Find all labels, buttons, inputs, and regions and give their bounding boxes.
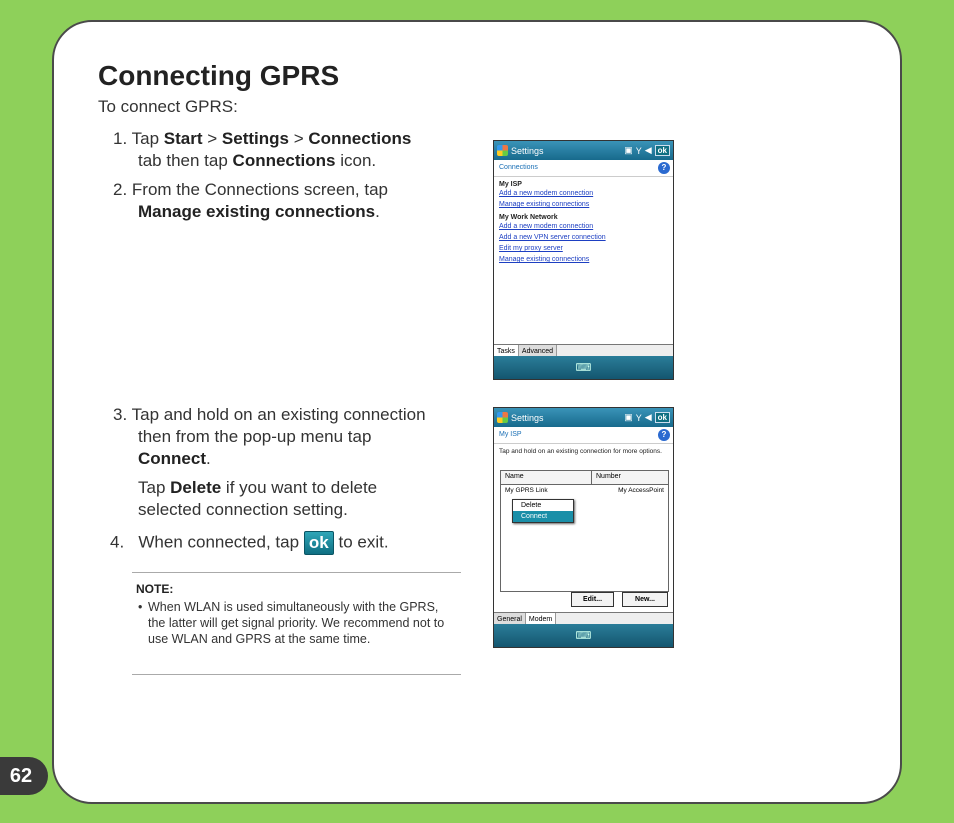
step-1-line2: tab then tap [138, 151, 228, 170]
intro-text: To connect GPRS: [98, 97, 238, 116]
device-ok-button: ok [655, 412, 670, 423]
help-icon: ? [658, 162, 670, 174]
step-1-connections: Connections [308, 129, 412, 148]
device-title: Settings [511, 145, 544, 156]
tab-tasks: Tasks [494, 345, 519, 361]
step-1-settings: Settings [221, 129, 289, 148]
signal-icon: Y [635, 145, 642, 156]
link-work-manage: Manage existing connections [499, 256, 590, 263]
col-number: Number [592, 471, 668, 484]
note-text-wrap [138, 599, 458, 647]
link-isp-manage: Manage existing connections [499, 201, 590, 208]
tab-modem: Modem [526, 613, 556, 629]
step-3-tap: Tap [138, 478, 166, 497]
link-work-add-vpn: Add a new VPN server connection [499, 234, 606, 241]
row-number: My AccessPoint [618, 487, 664, 494]
device-bottom-bar [494, 624, 673, 647]
device-title: Settings [511, 412, 544, 423]
keyboard-icon: ⌨ [575, 630, 592, 642]
table-row [501, 485, 668, 496]
tab-advanced: Advanced [519, 345, 557, 361]
windows-start-icon [497, 145, 508, 156]
connectivity-icon: ▣ [624, 412, 633, 422]
step-3 [113, 404, 426, 521]
device-titlebar [494, 141, 673, 160]
step-3-number: 3. [113, 405, 128, 424]
step-3-line2: then from the pop-up menu tap [138, 427, 372, 446]
device-screenshot-my-isp [493, 407, 674, 648]
step-2-bold: Manage existing connections [138, 202, 376, 221]
step-1-tap: Tap [131, 129, 160, 148]
ok-button-icon: ok [304, 531, 334, 555]
step-3-line1: Tap and hold on an existing connection [131, 405, 426, 424]
new-button: New... [622, 592, 668, 607]
device-bottom-bar [494, 356, 673, 379]
col-name: Name [501, 471, 592, 484]
help-icon: ? [658, 429, 670, 441]
device-ok-button: ok [655, 145, 670, 156]
step-2-number: 2. [113, 180, 128, 199]
step-4-text-after: to exit. [338, 532, 389, 552]
section-my-work-network: My Work Network [499, 214, 558, 221]
note-text: When WLAN is used simultaneously with the GPRS, the latter will get signal priority. We recommend not to use WLAN and GPRS at the same time. [148, 600, 445, 646]
device-titlebar [494, 408, 673, 427]
connections-table [500, 470, 669, 592]
note-bullet: • [138, 600, 143, 614]
step-3-line4: selected connection setting. [138, 500, 348, 519]
menu-item-delete: Delete [521, 502, 542, 509]
link-work-add-modem: Add a new modem connection [499, 223, 594, 230]
step-3-connect: Connect [138, 449, 206, 468]
device-subheader [494, 427, 673, 444]
step-4 [110, 531, 389, 555]
row-name: My GPRS Link [505, 487, 548, 494]
keyboard-icon: ⌨ [575, 362, 592, 374]
step-3-delete: Delete [170, 478, 222, 497]
step-3-line3: if you want to delete [225, 478, 378, 497]
device-subheader-text: My ISP [499, 431, 522, 438]
connectivity-icon: ▣ [624, 145, 633, 155]
tab-general: General [494, 613, 526, 629]
step-4-text-before: When connected, tap [138, 532, 300, 552]
step-4-number: 4. [110, 532, 125, 552]
step-1-number: 1. [113, 129, 128, 148]
signal-icon: Y [635, 412, 642, 423]
device-subheader [494, 160, 673, 177]
page-number: 62 [0, 757, 48, 795]
link-isp-add-modem: Add a new modem connection [499, 190, 594, 197]
note-label: NOTE: [136, 582, 174, 596]
step-2-end: . [375, 202, 380, 221]
volume-icon: ◀ [644, 145, 652, 155]
windows-start-icon [497, 412, 508, 423]
edit-button: Edit... [571, 592, 614, 607]
step-2-line1: From the Connections screen, tap [131, 180, 388, 199]
note-box [132, 572, 461, 675]
device-instructions: Tap and hold on an existing connection for more options. [499, 448, 662, 455]
step-1-icon: icon. [340, 151, 377, 170]
step-1 [113, 128, 411, 172]
step-1-start: Start [163, 129, 203, 148]
link-work-edit-proxy: Edit my proxy server [499, 245, 563, 252]
step-1-connections-2: Connections [232, 151, 336, 170]
menu-item-connect: Connect [513, 511, 573, 522]
context-menu [512, 499, 574, 523]
page-title: Connecting GPRS [98, 60, 340, 91]
step-3-end: . [206, 449, 211, 468]
device-screenshot-connections [493, 140, 674, 380]
step-2 [113, 179, 388, 223]
volume-icon: ◀ [644, 412, 652, 422]
device-subheader-text: Connections [499, 164, 538, 171]
table-header [501, 471, 668, 485]
step-1-gt1: > [207, 129, 218, 148]
step-1-gt2: > [293, 129, 304, 148]
section-my-isp: My ISP [499, 181, 522, 188]
